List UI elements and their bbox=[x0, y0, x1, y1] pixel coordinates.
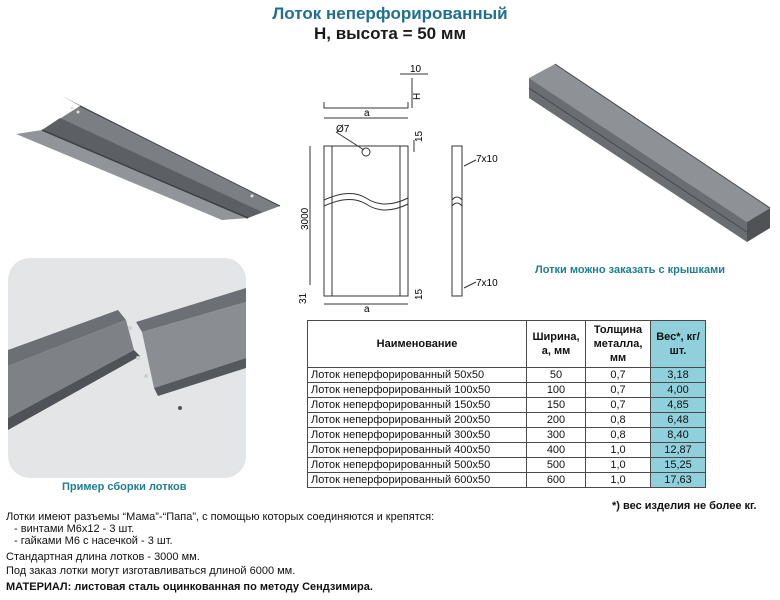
table-row bbox=[308, 383, 706, 398]
table-row bbox=[308, 443, 706, 458]
dim-hole: Ø7 bbox=[336, 124, 350, 135]
table-row bbox=[308, 428, 706, 443]
cell-width: 100 bbox=[527, 383, 586, 398]
note-standard-length: Стандартная длина лотков - 3000 мм. bbox=[6, 551, 200, 563]
slot-bottom-label: 7x10 bbox=[476, 278, 498, 289]
cell-thickness: 0,8 bbox=[586, 428, 651, 443]
cell-weight: 3,18 bbox=[651, 368, 706, 383]
cell-weight: 15,25 bbox=[651, 458, 706, 473]
table-row bbox=[308, 413, 706, 428]
cell-name: Лоток неперфорированный 300х50 bbox=[308, 428, 527, 443]
dim-a-bottom: a bbox=[364, 304, 370, 315]
note-custom-length: Под заказ лотки могут изготавливаться длиной 6000 мм. bbox=[6, 565, 296, 577]
header-weight: Вес*, кг/шт. bbox=[651, 321, 706, 368]
cell-name: Лоток неперфорированный 400х50 bbox=[308, 443, 527, 458]
cell-width: 500 bbox=[527, 458, 586, 473]
dim-a-top: a bbox=[364, 108, 370, 119]
note-screws: - винтами М6х12 - 3 шт. bbox=[14, 523, 135, 535]
dim-10: 10 bbox=[410, 64, 422, 75]
cell-width: 400 bbox=[527, 443, 586, 458]
assembly-photo bbox=[8, 258, 246, 478]
dim-15-bottom: 15 bbox=[414, 288, 425, 300]
cell-name: Лоток неперфорированный 500х50 bbox=[308, 458, 527, 473]
cell-width: 600 bbox=[527, 473, 586, 488]
table-row bbox=[308, 458, 706, 473]
header-name: Наименование bbox=[308, 321, 527, 368]
material-text: листовая сталь оцинкованная по методу Сендзимира. bbox=[71, 581, 373, 593]
material-label: МАТЕРИАЛ: bbox=[6, 581, 72, 593]
header-thickness: Толщина металла, мм bbox=[586, 321, 651, 368]
material-note bbox=[6, 581, 373, 593]
cell-weight: 12,87 bbox=[651, 443, 706, 458]
assembly-caption: Пример сборки лотков bbox=[62, 481, 187, 493]
cell-weight: 4,85 bbox=[651, 398, 706, 413]
cell-width: 300 bbox=[527, 428, 586, 443]
cell-weight: 6,48 bbox=[651, 413, 706, 428]
covers-caption: Лотки можно заказать с крышками bbox=[535, 264, 725, 276]
table-row bbox=[308, 368, 706, 383]
slot-top-label: 7x10 bbox=[476, 154, 498, 165]
spec-table bbox=[307, 320, 706, 488]
cell-weight: 8,40 bbox=[651, 428, 706, 443]
covered-tray-illustration bbox=[525, 62, 775, 252]
cell-thickness: 1,0 bbox=[586, 443, 651, 458]
cell-thickness: 1,0 bbox=[586, 473, 651, 488]
table-row bbox=[308, 398, 706, 413]
cell-name: Лоток неперфорированный 200х50 bbox=[308, 413, 527, 428]
cell-name: Лоток неперфорированный 150х50 bbox=[308, 398, 527, 413]
cell-thickness: 0,7 bbox=[586, 383, 651, 398]
dim-15-top: 15 bbox=[414, 130, 425, 142]
cell-width: 200 bbox=[527, 413, 586, 428]
cell-width: 50 bbox=[527, 368, 586, 383]
cell-name: Лоток неперфорированный 100х50 bbox=[308, 383, 527, 398]
weight-footnote: *) вес изделия не более кг. bbox=[612, 500, 757, 512]
cell-name: Лоток неперфорированный 50х50 bbox=[308, 368, 527, 383]
tray-illustration bbox=[12, 78, 277, 218]
page-subtitle: H, высота = 50 мм bbox=[313, 24, 467, 43]
cell-name: Лоток неперфорированный 600х50 bbox=[308, 473, 527, 488]
dim-3000: 3000 bbox=[300, 207, 311, 230]
dim-31: 31 bbox=[298, 292, 309, 304]
cell-thickness: 0,7 bbox=[586, 398, 651, 413]
cell-width: 150 bbox=[527, 398, 586, 413]
cell-thickness: 0,7 bbox=[586, 368, 651, 383]
cell-thickness: 0,8 bbox=[586, 413, 651, 428]
note-connectors: Лотки имеют разъемы “Мама”-“Папа”, с помощью которых соединяются и крепятся: bbox=[6, 511, 435, 523]
header-width: Ширина, а, мм bbox=[527, 321, 586, 368]
technical-drawing bbox=[300, 60, 520, 315]
cell-thickness: 1,0 bbox=[586, 458, 651, 473]
dim-h: H bbox=[412, 92, 423, 100]
cell-weight: 4,00 bbox=[651, 383, 706, 398]
table-row bbox=[308, 473, 706, 488]
page-title: Лоток неперфорированный bbox=[272, 4, 508, 23]
cell-weight: 17,63 bbox=[651, 473, 706, 488]
note-nuts: - гайками М6 с насечкой - 3 шт. bbox=[14, 535, 173, 547]
